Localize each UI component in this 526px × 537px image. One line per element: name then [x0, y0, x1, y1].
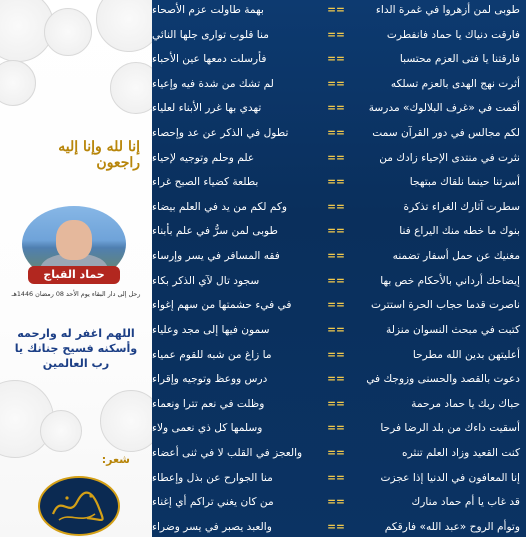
verse-line [152, 273, 520, 289]
verse-line [152, 27, 520, 43]
verse-first-hemistich: مغنيك عن حمل أسفار تضمنه [392, 250, 520, 263]
prayer-text: اللهم اغفر له وارحمه وأسكنه فسيح جنانك يا رب العالمين [14, 327, 138, 370]
verse-line [152, 396, 520, 412]
verse-separator: == [327, 348, 345, 361]
flower-decoration [40, 410, 82, 452]
verse-separator: == [327, 496, 345, 509]
verse-separator: == [327, 274, 345, 287]
verse-separator: == [327, 102, 345, 115]
verse-first-hemistich: حباك ربك يا حماد مرحمة [411, 397, 520, 410]
verse-line [152, 322, 520, 338]
verse-separator: == [327, 225, 345, 238]
verse-first-hemistich: وتوأم الروح «عبد الله» فارقكم [384, 520, 520, 533]
verse-line [152, 51, 520, 67]
verse-separator: == [327, 299, 345, 312]
verse-second-hemistich: تطول في الذكر عن عد وإحصاء [151, 127, 289, 140]
verse-second-hemistich: والعجز في القلب لا في ثنى أعضاء [151, 446, 303, 459]
verse-line [152, 494, 520, 510]
verse-first-hemistich: طوبى لمن أزهروا في غمرة الداء [375, 4, 520, 16]
verse-line [152, 100, 520, 116]
poet-signature-logo [38, 476, 120, 536]
poetry-label: شعر: [101, 453, 130, 466]
verse-separator: == [327, 127, 345, 140]
verse-separator: == [327, 323, 345, 336]
verse-separator: == [327, 176, 345, 189]
verse-second-hemistich: وكم لكم من يد في العلم بيضاء [151, 200, 288, 213]
verse-line [152, 297, 520, 313]
flower-decoration [100, 390, 152, 452]
verse-first-hemistich: إنا المعافون في الدنيا إذا عجزت [380, 471, 520, 484]
verse-line [152, 445, 520, 461]
name-banner: حماد القباج [28, 266, 120, 284]
verse-line [152, 519, 520, 535]
flower-decoration [96, 0, 152, 52]
verse-second-hemistich: فأرسلت دمعها عين الأحباء [151, 53, 267, 66]
verse-second-hemistich: درس ووعظ وتوجيه وإقراء [151, 373, 268, 386]
verse-line [152, 420, 520, 436]
left-panel [0, 0, 152, 537]
verse-line [152, 470, 520, 486]
verse-first-hemistich: قد غاب يا أم حماد منارك [411, 496, 520, 509]
verse-first-hemistich: أقمت في «غرف البلالوك» مدرسة [368, 102, 520, 115]
verse-line [152, 2, 520, 18]
verse-separator: == [327, 397, 345, 410]
verse-first-hemistich: كنت القعيد وزاد العلم تنثره [402, 446, 520, 459]
verse-line [152, 150, 520, 166]
verse-first-hemistich: بنوك ما خطه منك اليراع فنا [399, 225, 520, 238]
verse-second-hemistich: وسلمها كل ذي نعمى ولاء [151, 422, 263, 435]
flower-decoration [110, 62, 152, 114]
verse-second-hemistich: سجود تال لآي الذكر بكاء [151, 274, 260, 287]
verse-separator: == [327, 422, 345, 435]
verse-second-hemistich: وظلت في نعم تترا ونعماء [151, 397, 265, 410]
verse-separator: == [327, 446, 345, 459]
verse-line [152, 125, 520, 141]
verse-second-hemistich: لم تشك من شدة فيه وإعياء [151, 77, 274, 90]
verse-second-hemistich: سمون فيها إلى مجد وعلياء [151, 323, 270, 336]
verse-line [152, 248, 520, 264]
verse-separator: == [327, 471, 345, 484]
verse-line [152, 347, 520, 363]
verse-first-hemistich: إيضاحك أرداني بالأحكام خص بها [380, 274, 520, 287]
verse-separator: == [327, 151, 345, 164]
death-date-text: رحل إلى دار البقاء يوم الأحد 08 رمضان 1446هـ [11, 290, 141, 298]
verse-line [152, 223, 520, 239]
verse-first-hemistich: ناصرت قدما حجاب الحرة استترت [370, 299, 520, 312]
verse-second-hemistich: في فيء حشمتها من سهم إغواء [151, 299, 292, 312]
verse-line [152, 371, 520, 387]
verse-separator: == [327, 4, 345, 16]
verse-first-hemistich: فارقتنا يا فتى العزم محتسبا [399, 53, 520, 66]
verse-second-hemistich: من كان يغني تراكم أي إغناء [151, 496, 274, 509]
poem-panel [150, 0, 526, 537]
verse-first-hemistich: كتبت في مبحث النسوان منزلة [386, 323, 520, 336]
verse-first-hemistich: أسرتنا حينما نلقاك مبتهجا [409, 176, 520, 189]
verse-second-hemistich: تهدي بها غرر الأبناء لعلياء [151, 102, 262, 115]
verse-separator: == [327, 28, 345, 41]
verse-second-hemistich: بهمة طاولت عزم الأصحاء [151, 4, 264, 16]
verse-second-hemistich: والعبد يصبر في يسر وضراء [151, 520, 272, 533]
flower-decoration [0, 60, 36, 106]
verse-first-hemistich: دعوت بالقصد والحسنى وزوجك في [366, 373, 520, 386]
verse-line [152, 76, 520, 92]
signature-calligraphy-icon [47, 484, 111, 528]
verse-first-hemistich: أسقيت داءك من بلد الرضا فرحا [380, 422, 520, 435]
verse-separator: == [327, 53, 345, 66]
portrait-head [56, 220, 92, 260]
verse-line [152, 199, 520, 215]
verse-second-hemistich: علم وحلم وتوجيه لإحياء [151, 151, 255, 164]
condolence-calligraphy: إنا لله وإنا إليه راجعون [58, 139, 140, 171]
verse-first-hemistich: أعليتهن بدين الله مطرحا [412, 348, 520, 361]
flower-decoration [44, 8, 92, 56]
verse-second-hemistich: منا الجوارح عن بذل وإعطاء [151, 471, 273, 484]
verse-separator: == [327, 373, 345, 386]
verse-separator: == [327, 200, 345, 213]
verse-second-hemistich: طوبى لمن سرُّ في علم بأبناء [151, 225, 278, 238]
verse-second-hemistich: منا قلوب توارى جلها النائي [151, 28, 269, 41]
verse-second-hemistich: بطلعة كضياء الصبح غراء [151, 176, 259, 189]
verse-first-hemistich: نثرت في منتدى الإحياء زادك من [379, 151, 520, 164]
verse-line [152, 174, 520, 190]
verse-separator: == [327, 520, 345, 533]
verse-first-hemistich: سطرت آثارك الغراء تذكرة [403, 200, 520, 213]
verse-first-hemistich: لكم مجالس في دور القرآن سمت [372, 127, 520, 140]
verse-separator: == [327, 250, 345, 263]
verse-separator: == [327, 77, 345, 90]
verse-first-hemistich: أثرت نهج الهدى بالعزم تسلكه [390, 77, 520, 90]
verse-second-hemistich: ما زاغ من شبه للقوم عمياء [151, 348, 272, 361]
verse-first-hemistich: فارقت دنياك يا حماد فانفطرت [386, 28, 520, 41]
verse-second-hemistich: فقه المسافر في يسر وإرساء [151, 250, 280, 263]
